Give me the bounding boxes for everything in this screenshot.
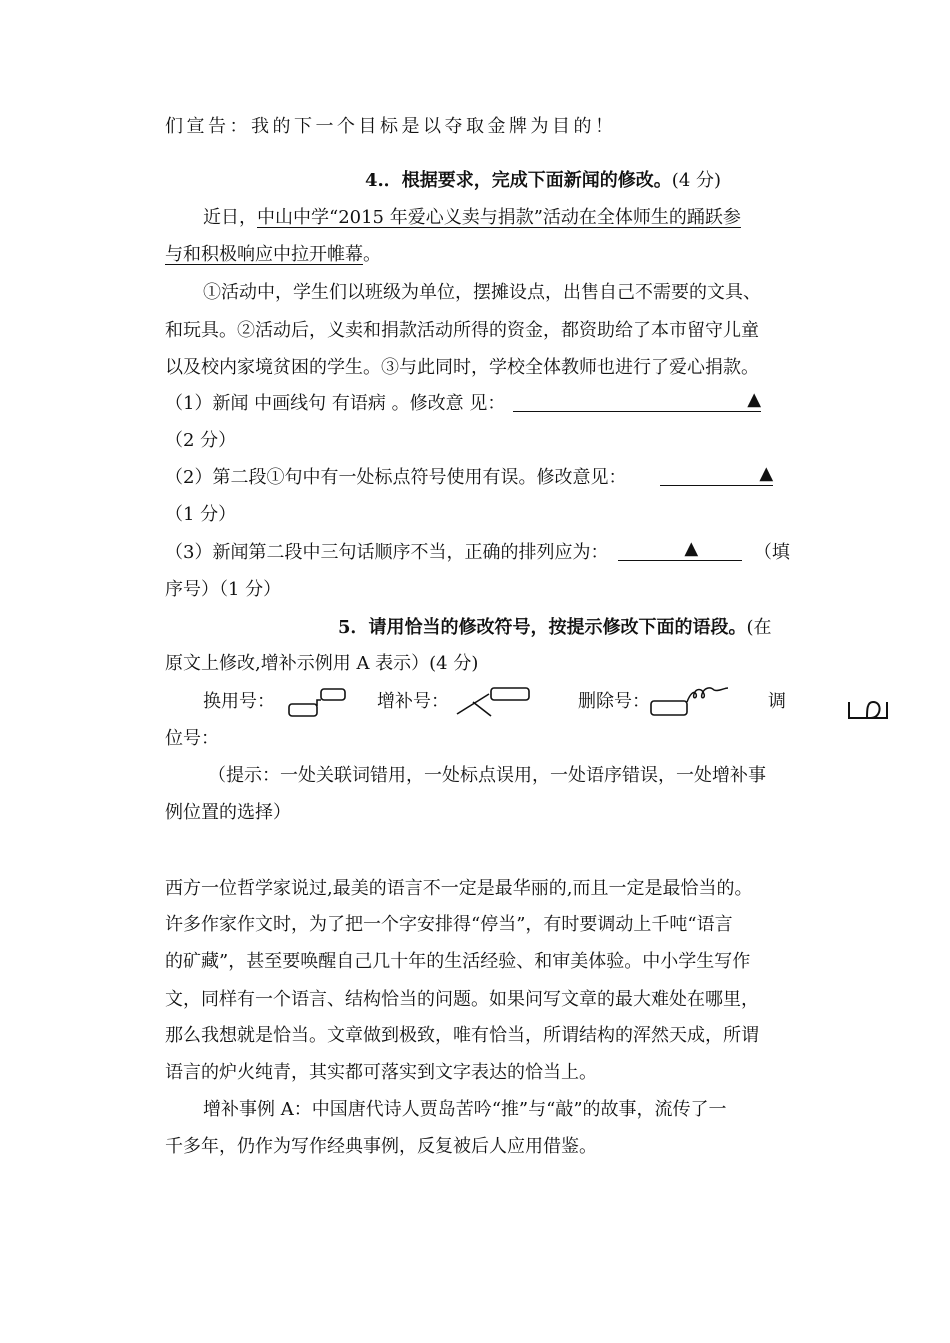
subquestion-3 [165,540,790,566]
answer-blank-2[interactable] [660,463,774,486]
sub3-text: （3）新闻第二段中三句话顺序不当，正确的排列应为： [165,542,609,563]
example-line: 千多年，仍作为写作经典事例，反复被后人应用借鉴。 [165,1136,597,1157]
passage-line: 许多作家作文时，为了把一个字安排得“停当”，有时要调动上千吨“语言 [165,914,733,935]
news-para2-line: 和玩具。②活动后，义卖和捐款活动所得的资金，都资助给了本市留守儿童 [165,320,759,341]
passage-line: 语言的炉火纯青，其实都可落实到文字表达的恰当上。 [165,1062,597,1083]
sub3-tail: （填 [753,542,790,563]
news-para2-line: ①活动中，学生们以班级为单位，摆摊设点，出售自己不需要的文具、 [203,282,761,303]
delete-mark-icon [648,682,733,720]
subquestion-2 [165,465,773,491]
q5-title-text: 5．请用恰当的修改符号，按提示修改下面的语段。 [338,617,747,638]
sub2-text: （2）第二段①句中有一处标点符号使用有误。修改意见： [165,467,627,488]
question-5-title [338,615,772,641]
q5-line2: 原文上修改,增补示例用 A 表示）(4 分) [165,653,479,674]
sub1-score: （2 分） [165,430,237,451]
news-period: 。 [363,244,381,265]
symbol-label-replace: 换用号： [203,691,275,712]
q4-title-text: 4.．根据要求，完成下面新闻的修改。 [365,170,672,191]
replace-mark-icon [285,684,350,720]
symbol-label-insert: 增补号： [377,691,449,712]
answer-blank-3[interactable] [618,538,742,561]
symbol-label-move-2: 位号： [165,728,219,749]
answer-blank-1[interactable] [513,389,762,412]
news-underlined-sentence: 中山中学“2015 年爱心义卖与捐款”活动在全体师生的踊跃参 [257,207,741,228]
page-number-5-icon [845,698,893,722]
hint-line: 例位置的选择） [165,802,291,823]
triangle-marker-icon: ▲ [684,538,699,559]
sub3-line2: 序号）（1 分） [165,579,282,600]
text-line: 们宣告：我的下一个目标是以夺取金牌为目的！ [165,116,617,137]
subquestion-1 [165,391,761,417]
hint-line: （提示：一处关联词错用，一处标点误用，一处语序错误，一处增补事 [208,765,766,786]
sub1-text: （1）新闻 中画线句 有语病 。修改意 见： [165,393,506,414]
news-line-1 [203,205,741,231]
news-underlined-sentence-end: 与和积极响应中拉开帷幕 [165,244,363,265]
example-line: 增补事例 A：中国唐代诗人贾岛苦吟“推”与“敲”的故事，流传了一 [203,1099,727,1120]
passage-line: 文，同样有一个语言、结构恰当的问题。如果问写文章的最大难处在哪里， [165,989,759,1010]
passage-line: 的矿藏”，甚至要唤醒自己几十年的生活经验、和审美体验。中小学生写作 [165,951,751,972]
q5-tail: (在 [746,617,772,638]
passage-line: 西方一位哲学家说过,最美的语言不一定是最华丽的,而且一定是最恰当的。 [165,878,753,899]
news-prefix: 近日， [203,207,257,228]
q4-score: (4 分) [671,170,722,191]
news-para2-line: 以及校内家境贫困的学生。③与此同时，学校全体教师也进行了爱心捐款。 [165,357,759,378]
symbol-label-delete: 删除号： [578,691,650,712]
sub2-score: （1 分） [165,504,237,525]
insert-mark-icon [455,684,535,720]
symbol-label-move: 调 [768,691,786,712]
passage-line: 那么我想就是恰当。文章做到极致，唯有恰当，所谓结构的浑然天成，所谓 [165,1025,759,1046]
question-4-title [365,168,721,194]
triangle-marker-icon: ▲ [747,389,762,410]
news-line-2 [165,242,381,268]
triangle-marker-icon: ▲ [759,463,774,484]
